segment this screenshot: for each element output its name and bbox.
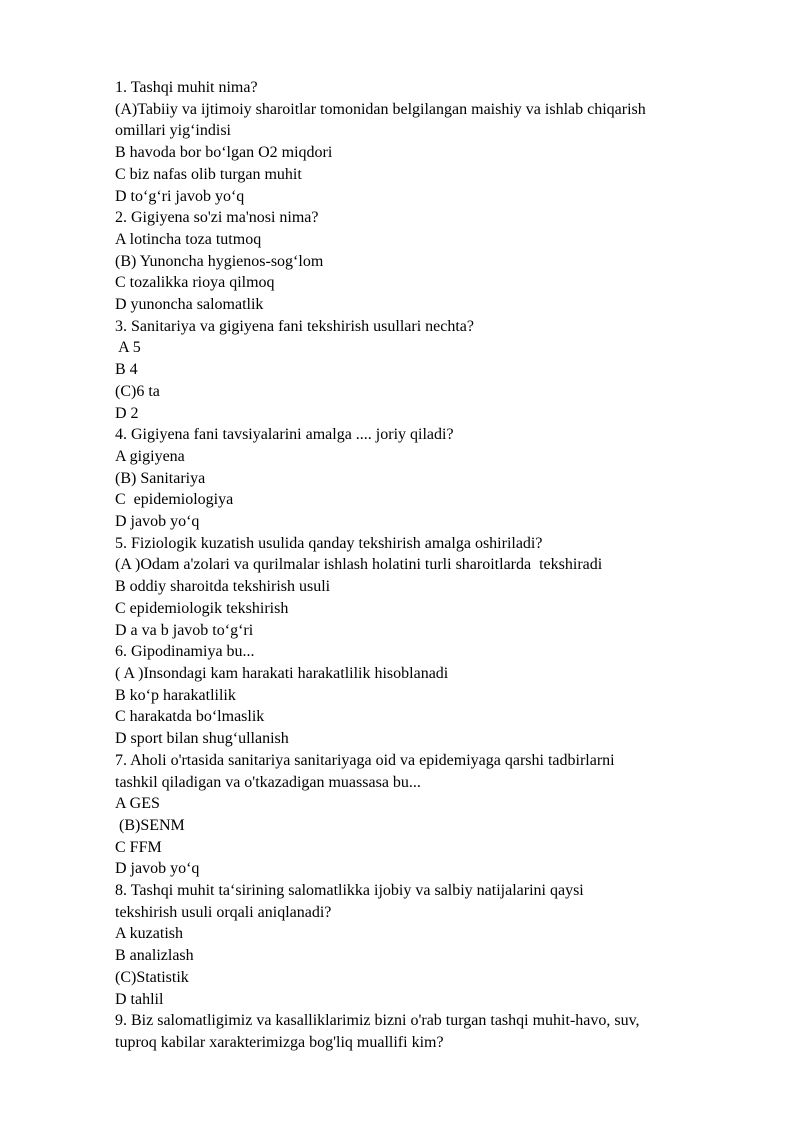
text-line: B oddiy sharoitda tekshirish usuli [115,578,331,596]
text-line: B ko‘p harakatlilik [115,686,236,704]
text-line: tashkil qiladigan va o'tkazadigan muassasa bu... [115,773,421,791]
text-line: (B) Yunoncha hygienos-sog‘lom [115,252,324,270]
text-line: (A )Odam a'zolari va qurilmalar ishlash holatini turli sharoitlarda tekshiradi [115,556,603,574]
text-line: (A)Tabiiy va ijtimoiy sharoitlar tomonidan belgilangan maishiy va ishlab chiqarish [115,100,646,118]
text-line: B analizlash [115,947,194,965]
text-line: 8. Tashqi muhit ta‘sirining salomatlikka ijobiy va salbiy natijalarini qaysi [115,882,584,900]
text-line: A 5 [115,339,141,357]
text-line: B havoda bor bo‘lgan O2 miqdori [115,144,333,162]
text-line: A kuzatish [115,925,183,943]
text-line: D javob yo‘q [115,860,200,878]
text-line: D yunoncha salomatlik [115,296,264,314]
text-line: D to‘g‘ri javob yo‘q [115,187,245,205]
text-line: (B)SENM [115,816,185,834]
text-line: ( A )Insondagi kam harakati harakatlilik hisoblanadi [115,664,449,682]
text-line: 1. Tashqi muhit nima? [115,79,258,96]
text-line: C harakatda bo‘lmaslik [115,708,265,726]
text-line: C epidemiologiya [115,491,234,509]
text-line: (C)6 ta [115,382,160,400]
text-line: A gigiyena [115,447,185,465]
text-line: A GES [115,795,160,813]
text-line: D javob yo‘q [115,513,200,531]
text-line: 5. Fiziologik kuzatish usulida qanday tekshirish amalga oshiriladi? [115,534,543,552]
text-line: C epidemiologik tekshirish [115,599,289,617]
document-page [115,77,755,1054]
text-line: omillari yig‘indisi [115,122,231,140]
text-line: 6. Gipodinamiya bu... [115,643,255,661]
text-line: 9. Biz salomatligimiz va kasalliklarimiz bizni o'rab turgan tashqi muhit-havo, suv, [115,1012,640,1030]
text-line: tuproq kabilar xarakterimizga bog'liq muallifi kim? [115,1033,444,1051]
text-line: C tozalikka rioya qilmoq [115,274,275,292]
text-line: D sport bilan shug‘ullanish [115,730,289,748]
text-line: C biz nafas olib turgan muhit [115,165,302,183]
text-line: 4. Gigiyena fani tavsiyalarini amalga .... joriy qiladi? [115,426,454,444]
text-line: (C)Statistik [115,968,189,986]
text-line: 2. Gigiyena so'zi ma'nosi nima? [115,209,319,227]
text-line: C FFM [115,838,162,856]
text-line: D tahlil [115,990,164,1008]
text-line: tekshirish usuli orqali aniqlanadi? [115,903,332,921]
text-line: 3. Sanitariya va gigiyena fani tekshirish usullari nechta? [115,317,474,335]
text-line: D 2 [115,404,139,422]
text-line: D a va b javob to‘g‘ri [115,621,254,639]
text-line: B 4 [115,361,138,379]
text-line: 7. Aholi o'rtasida sanitariya sanitariyaga oid va epidemiyaga qarshi tadbirlarni [115,751,615,769]
text-line: A lotincha toza tutmoq [115,230,262,248]
text-line: (B) Sanitariya [115,469,206,487]
